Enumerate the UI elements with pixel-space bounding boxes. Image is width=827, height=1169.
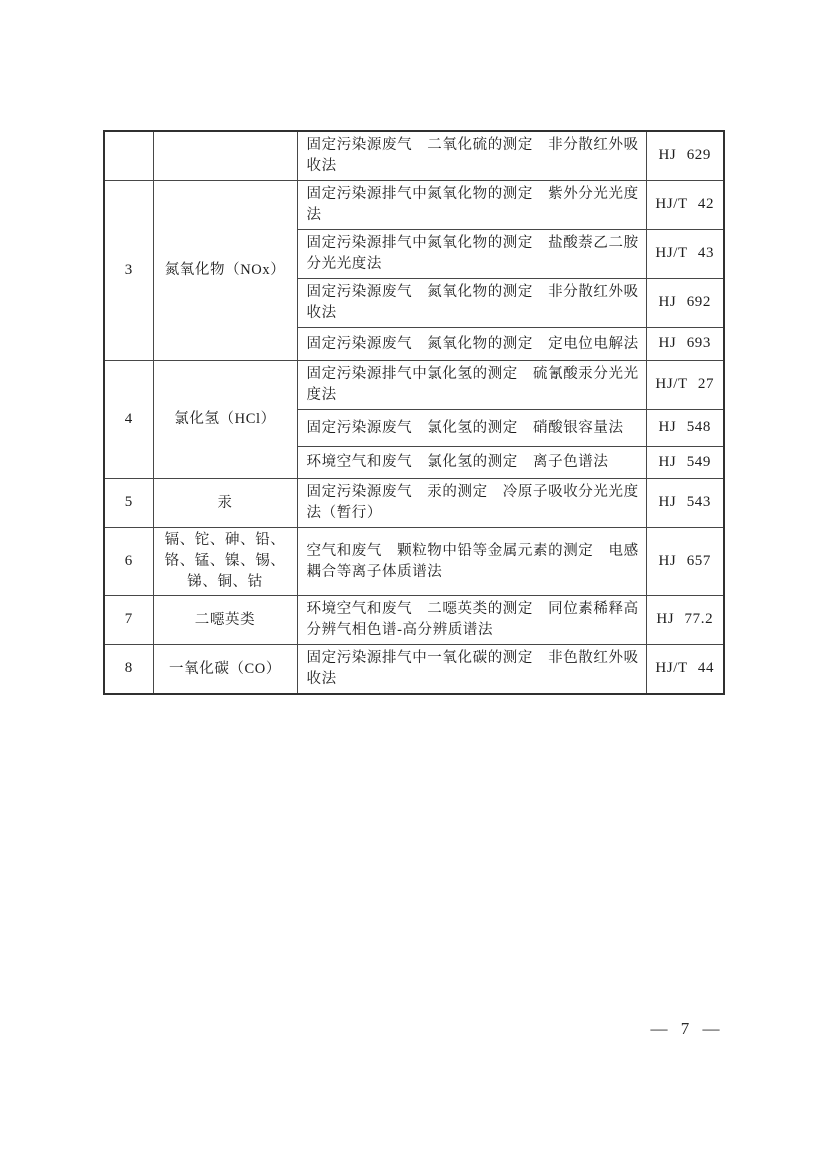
method-cell: 固定污染源排气中氮氧化物的测定 紫外分光光度法 [297, 181, 646, 230]
method-cell: 环境空气和废气 二噁英类的测定 同位素稀释高分辨气相色谱-高分辨质谱法 [297, 596, 646, 645]
standard-code-cell: HJ 657 [646, 528, 724, 596]
row-number-cell: 6 [104, 528, 153, 596]
monitoring-methods-table [103, 130, 725, 695]
table-row [104, 645, 724, 695]
standard-code-cell: HJ 77.2 [646, 596, 724, 645]
pollutant-cell: 镉、铊、砷、铅、铬、锰、镍、锡、锑、铜、钴 [153, 528, 297, 596]
standard-code-cell: HJ/T 27 [646, 361, 724, 410]
table-row [104, 361, 724, 410]
method-cell: 固定污染源排气中氮氧化物的测定 盐酸萘乙二胺分光光度法 [297, 230, 646, 279]
method-cell: 固定污染源废气 氮氧化物的测定 非分散红外吸收法 [297, 279, 646, 328]
page-number: — 7 — [650, 1019, 721, 1038]
method-cell: 固定污染源废气 氯化氢的测定 硝酸银容量法 [297, 410, 646, 447]
method-cell: 固定污染源废气 氮氧化物的测定 定电位电解法 [297, 328, 646, 361]
table-row [104, 596, 724, 645]
pollutant-cell [153, 131, 297, 181]
method-cell: 固定污染源排气中一氧化碳的测定 非色散红外吸收法 [297, 645, 646, 695]
method-cell: 固定污染源废气 二氧化硫的测定 非分散红外吸收法 [297, 131, 646, 181]
row-number-cell: 8 [104, 645, 153, 695]
standard-code-cell: HJ/T 42 [646, 181, 724, 230]
table-row [104, 131, 724, 181]
standard-code-cell: HJ/T 43 [646, 230, 724, 279]
standard-code-cell: HJ 548 [646, 410, 724, 447]
table-row [104, 528, 724, 596]
pollutant-cell: 二噁英类 [153, 596, 297, 645]
standard-code-cell: HJ 629 [646, 131, 724, 181]
row-number-cell: 4 [104, 361, 153, 479]
row-number-cell: 7 [104, 596, 153, 645]
standard-code-cell: HJ/T 44 [646, 645, 724, 695]
standard-code-cell: HJ 693 [646, 328, 724, 361]
method-cell: 环境空气和废气 氯化氢的测定 离子色谱法 [297, 447, 646, 479]
row-number-cell: 5 [104, 479, 153, 528]
standard-code-cell: HJ 692 [646, 279, 724, 328]
table-row [104, 479, 724, 528]
standard-code-cell: HJ 549 [646, 447, 724, 479]
pollutant-cell: 汞 [153, 479, 297, 528]
pollutant-cell: 一氧化碳（CO） [153, 645, 297, 695]
pollutant-cell: 氮氧化物（NOx） [153, 181, 297, 361]
pollutant-cell: 氯化氢（HCl） [153, 361, 297, 479]
method-cell: 空气和废气 颗粒物中铅等金属元素的测定 电感耦合等离子体质谱法 [297, 528, 646, 596]
method-cell: 固定污染源废气 汞的测定 冷原子吸收分光光度法（暂行） [297, 479, 646, 528]
row-number-cell [104, 131, 153, 181]
table-row [104, 181, 724, 230]
row-number-cell: 3 [104, 181, 153, 361]
method-cell: 固定污染源排气中氯化氢的测定 硫氰酸汞分光光度法 [297, 361, 646, 410]
standard-code-cell: HJ 543 [646, 479, 724, 528]
